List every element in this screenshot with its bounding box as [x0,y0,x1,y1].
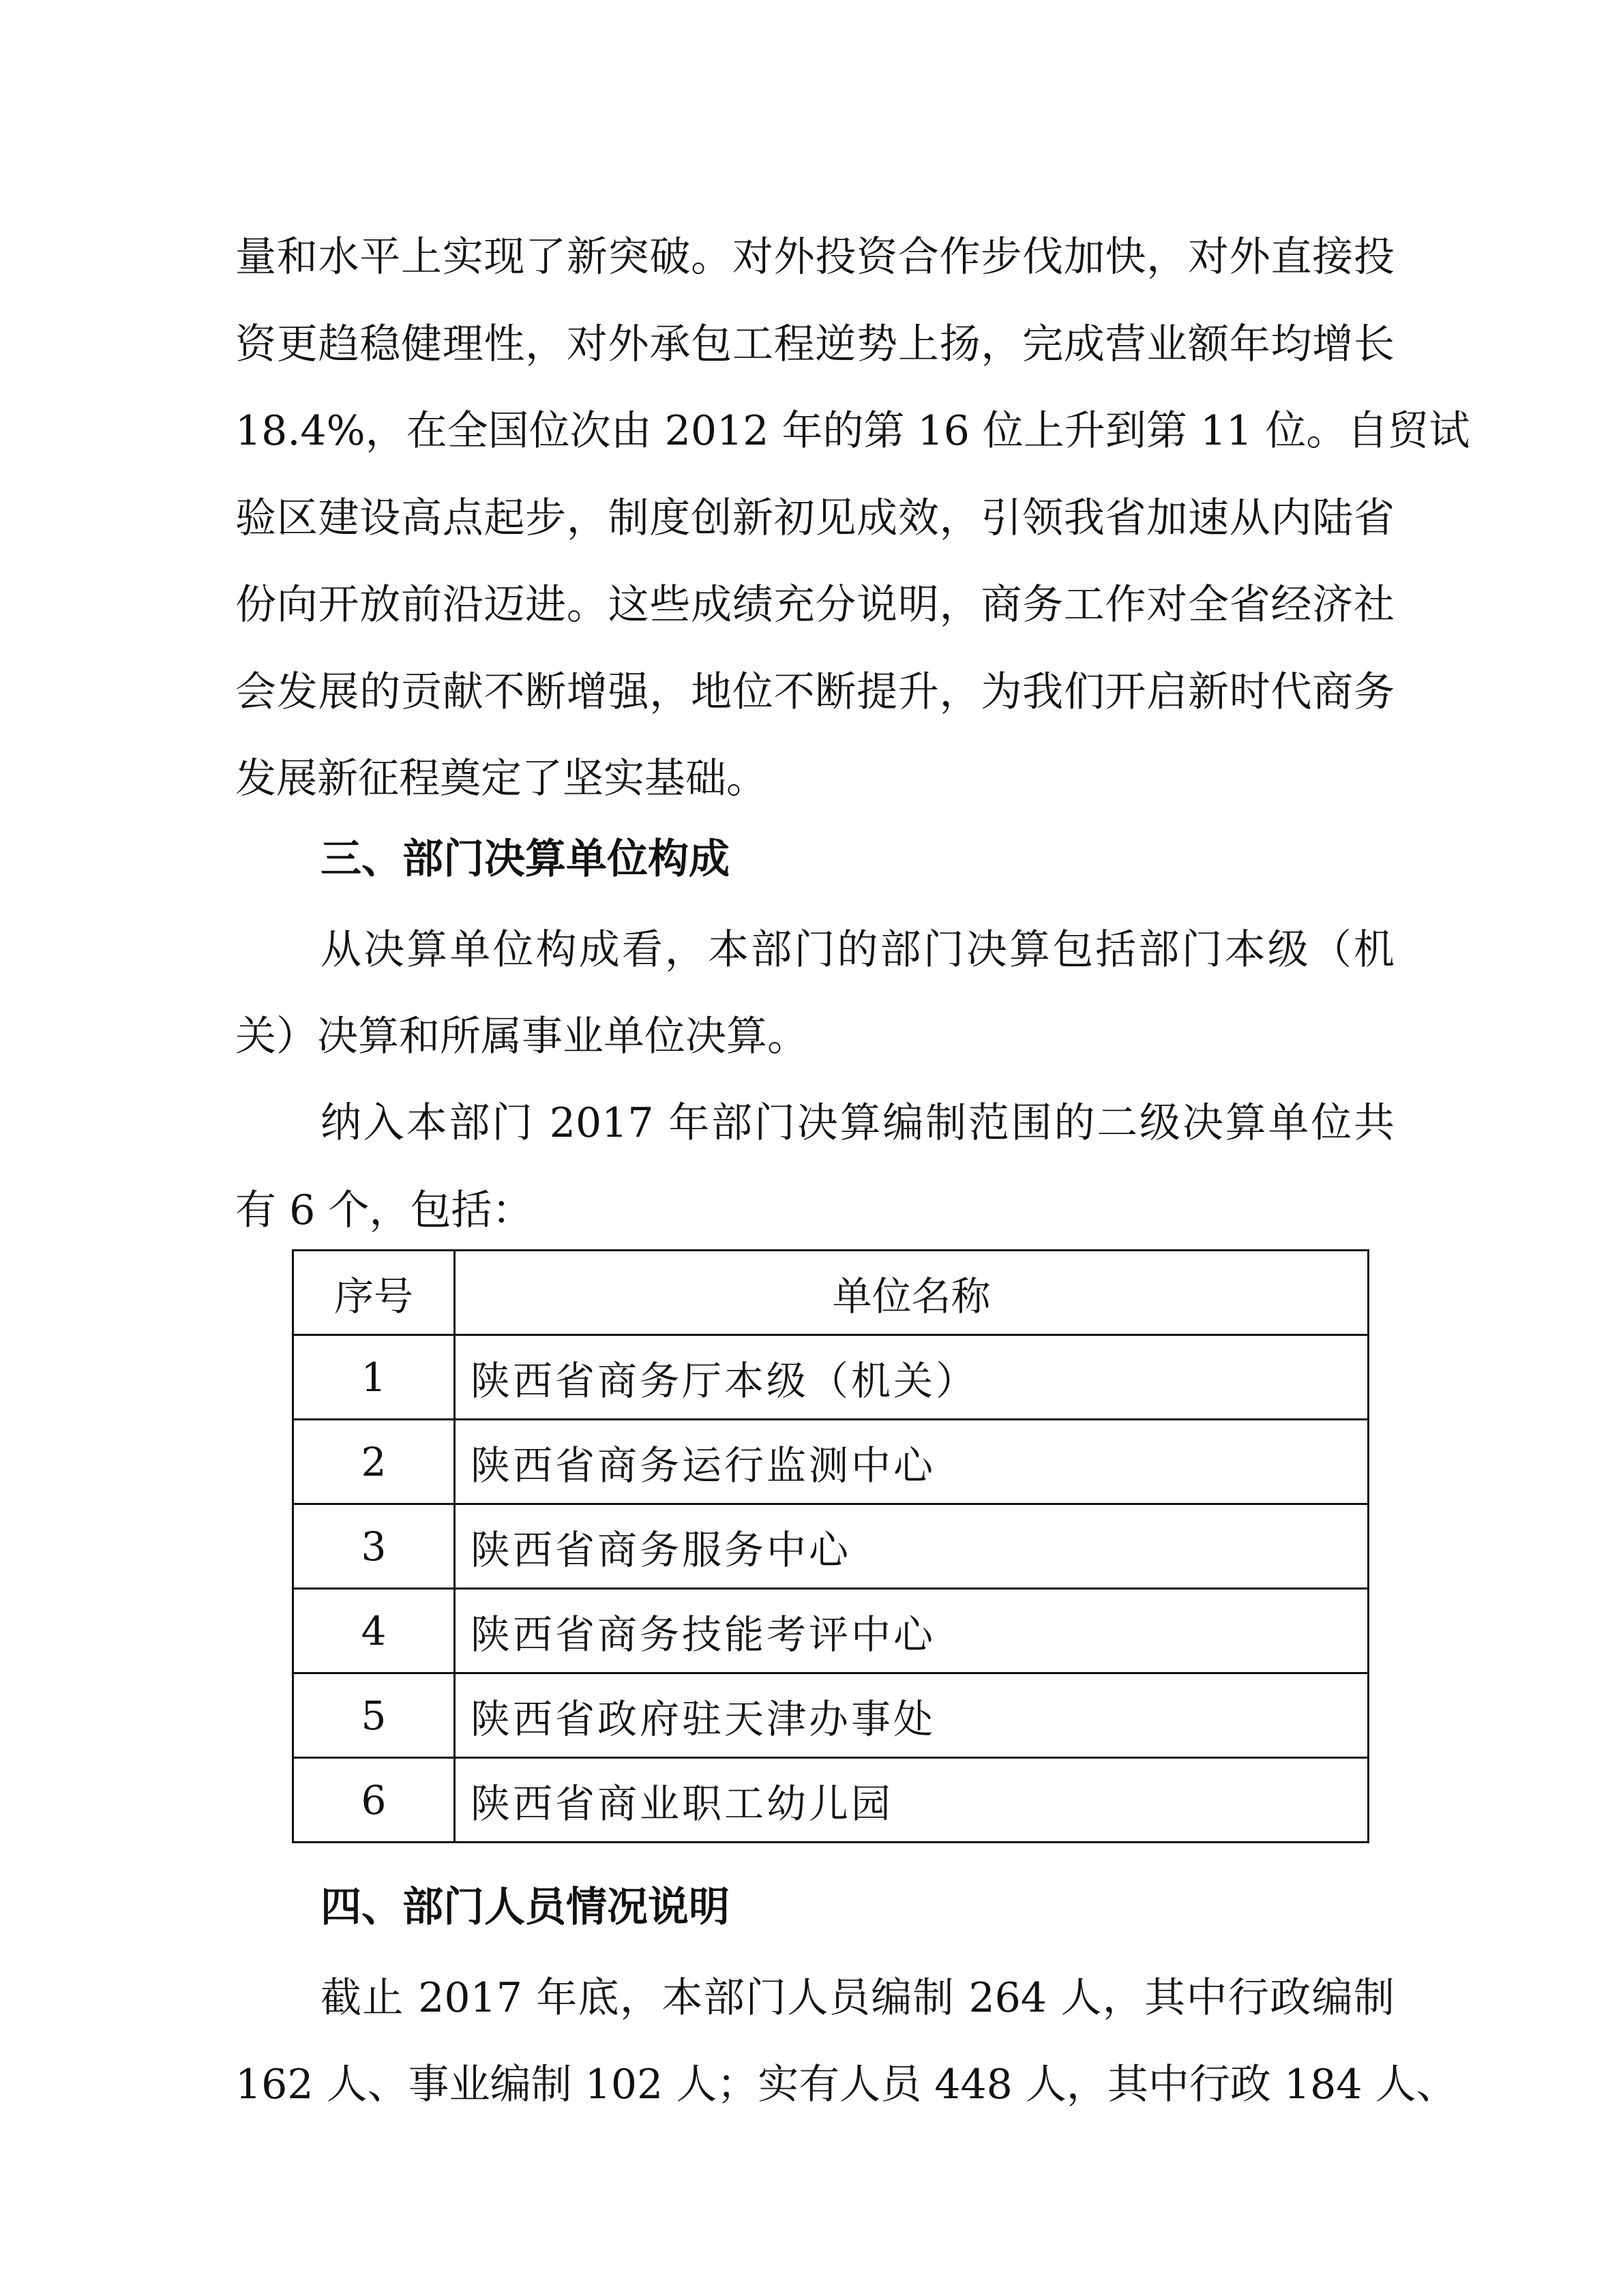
paragraph-line: 纳入本部门 2017 年部门决算编制范围的二级决算单位共 [321,1099,1395,1147]
row-no: 4 [293,1589,455,1673]
paragraph-line: 关）决算和所属事业单位决算。 [235,1013,808,1060]
row-no: 2 [293,1420,455,1504]
paragraph-line: 从决算单位构成看，本部门的部门决算包括部门本级（机 [321,926,1395,974]
row-no: 5 [293,1673,455,1758]
column-header-name: 单位名称 [455,1251,1369,1335]
table-row [293,1673,1369,1758]
table-row [293,1589,1369,1673]
table-row [293,1420,1369,1504]
table-row [293,1758,1369,1843]
paragraph-line: 发展新征程奠定了坚实基础。 [235,755,767,803]
table-row [293,1504,1369,1589]
table-row [293,1335,1369,1420]
paragraph-line: 会发展的贡献不断增强，地位不断提升，为我们开启新时代商务 [235,668,1395,716]
paragraph-line: 有 6 个，包括： [235,1187,533,1234]
paragraph-line: 验区建设高点起步，制度创新初见成效，引领我省加速从内陆省 [235,494,1395,542]
paragraph-line: 量和水平上实现了新突破。对外投资合作步伐加快，对外直接投 [235,233,1395,281]
paragraph-line: 份向开放前沿迈进。这些成绩充分说明，商务工作对全省经济社 [235,581,1395,629]
row-unit-name: 陕西省商务厅本级（机关） [455,1335,1369,1420]
row-unit-name: 陕西省商业职工幼儿园 [455,1758,1369,1843]
row-unit-name: 陕西省商务运行监测中心 [455,1420,1369,1504]
paragraph-line: 162 人、事业编制 102 人；实有人员 448 人，其中行政 184 人、 [235,2061,1457,2108]
section-heading: 三、部门决算单位构成 [321,835,730,883]
row-no: 3 [293,1504,455,1589]
paragraph-line: 资更趋稳健理性，对外承包工程逆势上扬，完成营业额年均增长 [235,320,1395,368]
row-no: 1 [293,1335,455,1420]
column-header-no: 序号 [293,1251,455,1335]
units-table [292,1249,1369,1843]
section-heading: 四、部门人员情况说明 [321,1883,730,1931]
row-unit-name: 陕西省商务服务中心 [455,1504,1369,1589]
paragraph-line: 截止 2017 年底，本部门人员编制 264 人，其中行政编制 [321,1974,1395,2022]
row-no: 6 [293,1758,455,1843]
paragraph-line: 18.4%，在全国位次由 2012 年的第 16 位上升到第 11 位。自贸试 [235,407,1470,455]
row-unit-name: 陕西省商务技能考评中心 [455,1589,1369,1673]
row-unit-name: 陕西省政府驻天津办事处 [455,1673,1369,1758]
table-header-row [293,1251,1369,1335]
